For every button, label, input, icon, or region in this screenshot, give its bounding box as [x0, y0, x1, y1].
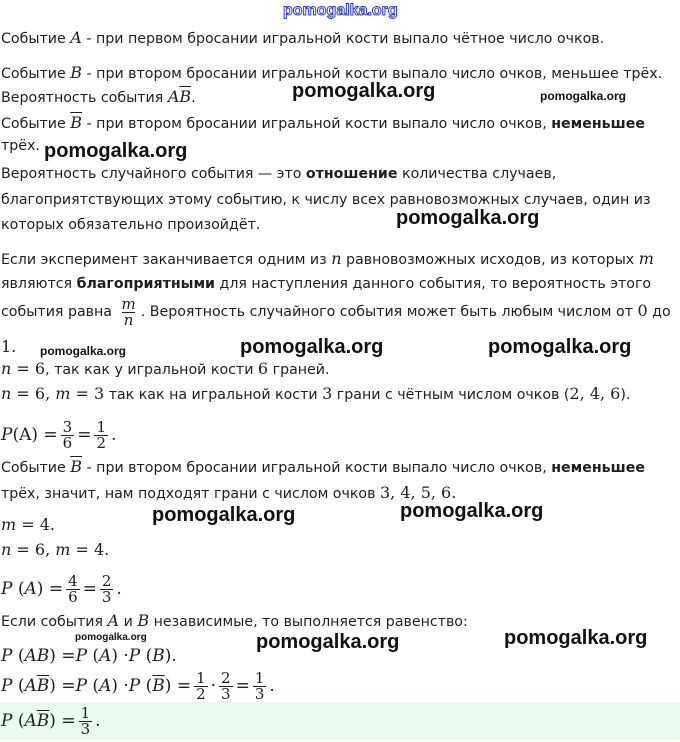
- event-b-bar-line-2: [1, 456, 645, 479]
- denominator: 3: [101, 587, 112, 606]
- math: .: [95, 711, 101, 731]
- bold-text: неменьшее: [551, 460, 645, 476]
- watermark-text: pomogalka.org: [256, 631, 400, 653]
- bold-text: неменьшее: [551, 116, 645, 132]
- text: ).: [620, 387, 631, 403]
- numerator: 2: [221, 668, 231, 687]
- watermark-text: pomogalka.org: [540, 89, 627, 103]
- text: независимые, то выполняется равенство:: [149, 614, 468, 630]
- text: трёх, значит, нам подходят грани с числом очков: [1, 486, 380, 502]
- fraction: [253, 668, 267, 703]
- watermark-text: pomogalka.org: [292, 80, 436, 102]
- var-m: m: [55, 384, 71, 403]
- probability-ab-line: [1, 86, 196, 109]
- formula-pb-bar: [1, 568, 122, 610]
- math: ·: [210, 676, 217, 696]
- fraction: [66, 571, 80, 606]
- text: Событие: [1, 116, 71, 132]
- n-m-line: [1, 539, 109, 562]
- numerator: 1: [80, 703, 91, 722]
- top-watermark: pomogalka.org: [283, 2, 398, 19]
- text: Вероятность случайного события — это: [1, 166, 306, 182]
- denominator: 3: [221, 684, 231, 703]
- math: P: [1, 646, 13, 666]
- math: (B).: [140, 646, 177, 666]
- math: = 4.: [70, 540, 110, 559]
- math: (A) =: [12, 425, 58, 445]
- text: Событие: [1, 460, 71, 476]
- event-a-line: [1, 27, 604, 50]
- math: $(A\overline{B})$ =: [12, 676, 76, 696]
- denominator: 3: [254, 684, 265, 703]
- math: = 4.: [16, 515, 56, 534]
- numerator: m: [121, 294, 136, 313]
- faces-line: [1, 482, 456, 505]
- text: граней.: [268, 362, 330, 378]
- watermark-text: pomogalka.org: [488, 336, 632, 358]
- math: .: [116, 579, 122, 599]
- math: (A) =: [12, 579, 64, 599]
- math: =: [82, 579, 97, 599]
- text: грани с чётным числом очков (: [332, 387, 570, 403]
- definition-line-2: благоприятствующих этому событию, к числу всех равновозможных случаев, один из: [1, 192, 651, 208]
- math: P: [1, 425, 13, 445]
- watermark-text: pomogalka.org: [240, 336, 384, 358]
- var-b-bar: $\overline{B}$: [70, 457, 83, 476]
- fraction: [94, 417, 108, 452]
- denominator: 2: [196, 684, 206, 703]
- var-m: m: [55, 540, 71, 559]
- watermark-text: pomogalka.org: [504, 627, 648, 649]
- text: - при втором бросании игральной кости выпало число очков,: [82, 116, 552, 132]
- numerator: 1: [254, 668, 265, 687]
- number: 1.: [1, 337, 17, 356]
- var-b: B: [137, 611, 150, 630]
- text: равновозможных исходов, из которых: [341, 252, 639, 268]
- denominator: n: [123, 310, 134, 329]
- math: = 3: [70, 384, 105, 403]
- classic-line-1: [1, 248, 654, 271]
- math: (AB) =: [12, 646, 76, 666]
- text: - при втором бросании игральной кости выпало число очков,: [82, 460, 552, 476]
- text: так как на игральной кости: [104, 387, 323, 403]
- text: являются: [1, 276, 77, 292]
- var-a: A: [107, 611, 120, 630]
- numerator: 1: [96, 417, 106, 436]
- var-n: n: [1, 359, 12, 378]
- var-b: B: [70, 63, 83, 82]
- text: до: [647, 304, 671, 320]
- number: 6: [257, 359, 269, 378]
- denominator: 3: [80, 719, 91, 738]
- text: .: [191, 90, 196, 106]
- numerator: 3: [62, 417, 73, 436]
- watermark-text: pomogalka.org: [40, 344, 127, 358]
- watermark-text: pomogalka.org: [44, 140, 188, 162]
- text: Если эксперимент заканчивается одним из: [1, 252, 332, 268]
- text: - при первом бросании игральной кости выпало чётное число очков.: [81, 31, 605, 47]
- var-n: n: [1, 540, 12, 559]
- watermark-text: pomogalka.org: [396, 207, 540, 229]
- math: =: [235, 676, 250, 696]
- var-m: m: [638, 249, 654, 268]
- fraction: [219, 668, 233, 703]
- var-m: m: [1, 515, 17, 534]
- text: - при втором бросании игральной кости выпало число очков, меньшее трёх.: [82, 66, 663, 82]
- fraction: [100, 571, 114, 606]
- number-set: 2, 4, 6: [569, 384, 621, 403]
- m-equals-line: [1, 514, 55, 537]
- math: (A) ·: [87, 676, 129, 696]
- denominator: 2: [96, 433, 106, 452]
- text: и: [119, 614, 138, 630]
- text: количества случаев,: [397, 166, 557, 182]
- fraction-m-n: [120, 294, 138, 329]
- math: .: [269, 676, 275, 696]
- denominator: 6: [68, 587, 78, 606]
- var-b-bar: $\overline{B}$: [70, 113, 83, 132]
- fraction: [194, 668, 208, 703]
- classic-line-3: [1, 292, 671, 331]
- math: =: [77, 425, 92, 445]
- watermark-text: pomogalka.org: [152, 504, 296, 526]
- number: 0: [637, 301, 648, 320]
- math: P: [1, 579, 13, 599]
- var-n: n: [331, 249, 342, 268]
- math: P: [1, 676, 13, 696]
- event-b-bar-line: [1, 112, 645, 135]
- text: для наступления данного события, то вероятность этого: [215, 276, 652, 292]
- independence-line: [1, 610, 468, 633]
- var-n: n: [1, 384, 12, 403]
- math: = 6: [11, 359, 46, 378]
- definition-line-3: которых обязательно произойдёт.: [1, 217, 261, 233]
- math: .: [111, 425, 117, 445]
- definition-line-1: [1, 163, 556, 185]
- n-m-equals-line: [1, 383, 630, 406]
- text: , так как у игральной кости: [45, 362, 258, 378]
- math: = 6,: [11, 384, 56, 403]
- text: события равна: [1, 304, 117, 320]
- numerator: 1: [196, 668, 206, 687]
- math: P: [75, 676, 88, 696]
- text: Если события: [1, 614, 108, 630]
- denominator: 6: [62, 433, 73, 452]
- watermark-text: pomogalka.org: [75, 632, 147, 643]
- answer-formula: [1, 700, 101, 742]
- numerator: 4: [68, 571, 78, 590]
- var-ab: $A\overline{B}$: [167, 87, 192, 106]
- bold-text: отношение: [305, 166, 398, 182]
- number: 3: [322, 384, 333, 403]
- n-equals-line: [1, 358, 330, 381]
- var-a: A: [24, 579, 37, 599]
- text-line: трёх.: [1, 138, 40, 154]
- numerator: 2: [101, 571, 112, 590]
- text-line: [1, 336, 16, 359]
- text: Событие: [1, 31, 71, 47]
- watermark-text: pomogalka.org: [400, 500, 544, 522]
- bold-text: благоприятными: [76, 276, 215, 292]
- formula-pa: [1, 414, 116, 456]
- math: $(\overline{B})$ =: [140, 676, 192, 696]
- math: P: [128, 646, 141, 666]
- var-a: A: [70, 28, 82, 47]
- math: P: [128, 676, 141, 696]
- math: $(A\overline{B})$ =: [12, 711, 76, 731]
- math: (A) ·: [87, 646, 129, 666]
- fraction: [61, 417, 75, 452]
- math: P: [75, 646, 88, 666]
- fraction: [79, 703, 93, 738]
- math: = 6,: [11, 540, 56, 559]
- text: Вероятность события: [1, 90, 168, 106]
- number-set: 3, 4, 5, 6.: [379, 483, 457, 502]
- math: P: [1, 711, 13, 731]
- text: Событие: [1, 66, 71, 82]
- text: . Вероятность случайного события может быть любым числом от: [140, 304, 638, 320]
- answer-highlight: [0, 702, 680, 740]
